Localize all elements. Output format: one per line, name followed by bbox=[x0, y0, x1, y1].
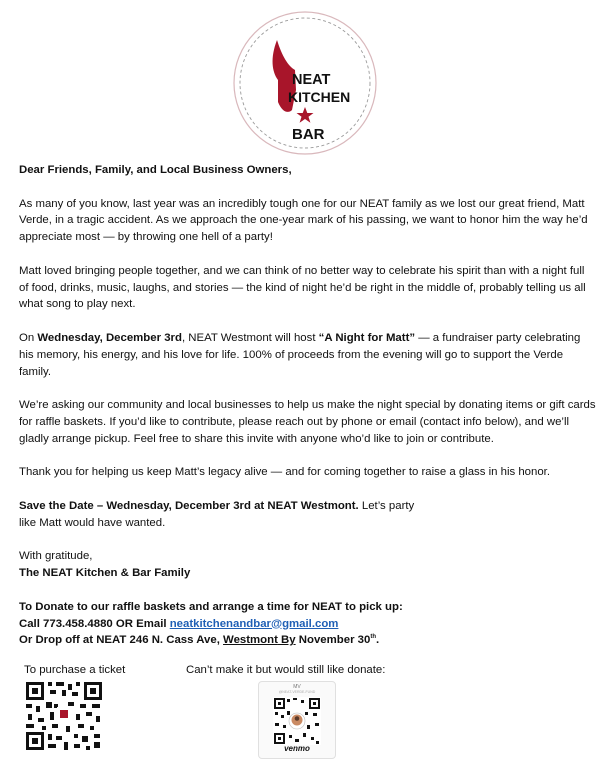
ticket-qr-code[interactable] bbox=[24, 680, 104, 752]
venmo-card[interactable] bbox=[258, 681, 336, 759]
save-the-date: Save the Date – Wednesday, December 3rd at NEAT Westmont. Let’s party like Matt would have wanted. bbox=[19, 499, 415, 529]
venmo-qr-code-icon bbox=[273, 697, 321, 745]
logo-neat-text: NEAT bbox=[292, 72, 331, 88]
neat-kitchen-bar-logo bbox=[232, 10, 378, 156]
donate-contact: Call 773.458.4880 OR Email neatkitchenandbar@gmail.com bbox=[19, 617, 339, 630]
donate-dropoff: Or Drop off at NEAT 246 N. Cass Ave, Westmont By November 30th. bbox=[19, 634, 380, 647]
venmo-account-name: MV bbox=[293, 684, 301, 690]
venmo-label: Can’t make it but would still like donate: bbox=[186, 664, 386, 676]
dropoff-city: Westmont bbox=[223, 634, 278, 647]
qr-code-icon bbox=[24, 680, 104, 752]
venmo-account-handle: @NEAT-VERDE-FUND bbox=[278, 690, 316, 694]
star-icon bbox=[297, 107, 314, 123]
venmo-brand: venmo bbox=[284, 744, 310, 753]
closing: With gratitude, bbox=[19, 550, 93, 563]
greeting: Dear Friends, Family, and Local Business Owners, bbox=[19, 164, 292, 176]
logo-kitchen-text: KITCHEN bbox=[288, 89, 351, 105]
paragraph-donations: We’re asking our community and local businesses to help us make the night special by donating items or gift cards for raffle baskets. If you’d like to contribute, please reach out by phone or email (contact info below), and we’ll gladly arrange pickup. Feel free to share this invite with anyone who’d like to join or contribute. bbox=[19, 399, 596, 445]
donate-heading: To Donate to our raffle baskets and arrange a time for NEAT to pick up: bbox=[19, 600, 403, 613]
email-link[interactable]: neatkitchenandbar@gmail.com bbox=[169, 617, 339, 630]
paragraph-matt: Matt loved bringing people together, and we can think of no better way to celebrate his spirit than with a night full of food, drinks, music, laughs, and stories — the kind of night he’d be right in the middle of, probably telling us all what song to play next. bbox=[19, 264, 586, 311]
paragraph-intro: As many of you know, last year was an incredibly tough one for our NEAT family as we lost our great friend, Matt Verde, in a tragic accident. As we approach the one-year mark of his passing, we want to honor him the way he’d appreciate most — by throwing one hell of a party! bbox=[19, 197, 588, 244]
ticket-label: To purchase a ticket bbox=[24, 664, 126, 676]
paragraph-thanks: Thank you for helping us keep Matt’s legacy alive — and for coming together to raise a glass in his honor. bbox=[19, 466, 551, 479]
letter-body bbox=[19, 162, 597, 649]
paragraph-event: On Wednesday, December 3rd, NEAT Westmont will host “A Night for Matt” — a fundraiser party celebrating his memory, his energy, and his love for life. 100% of proceeds from the evening will go to support the Verde family. bbox=[19, 331, 581, 378]
logo-bar-text: BAR bbox=[292, 126, 325, 143]
signature: The NEAT Kitchen & Bar Family bbox=[19, 567, 191, 580]
bull-head-star-icon bbox=[232, 10, 378, 156]
